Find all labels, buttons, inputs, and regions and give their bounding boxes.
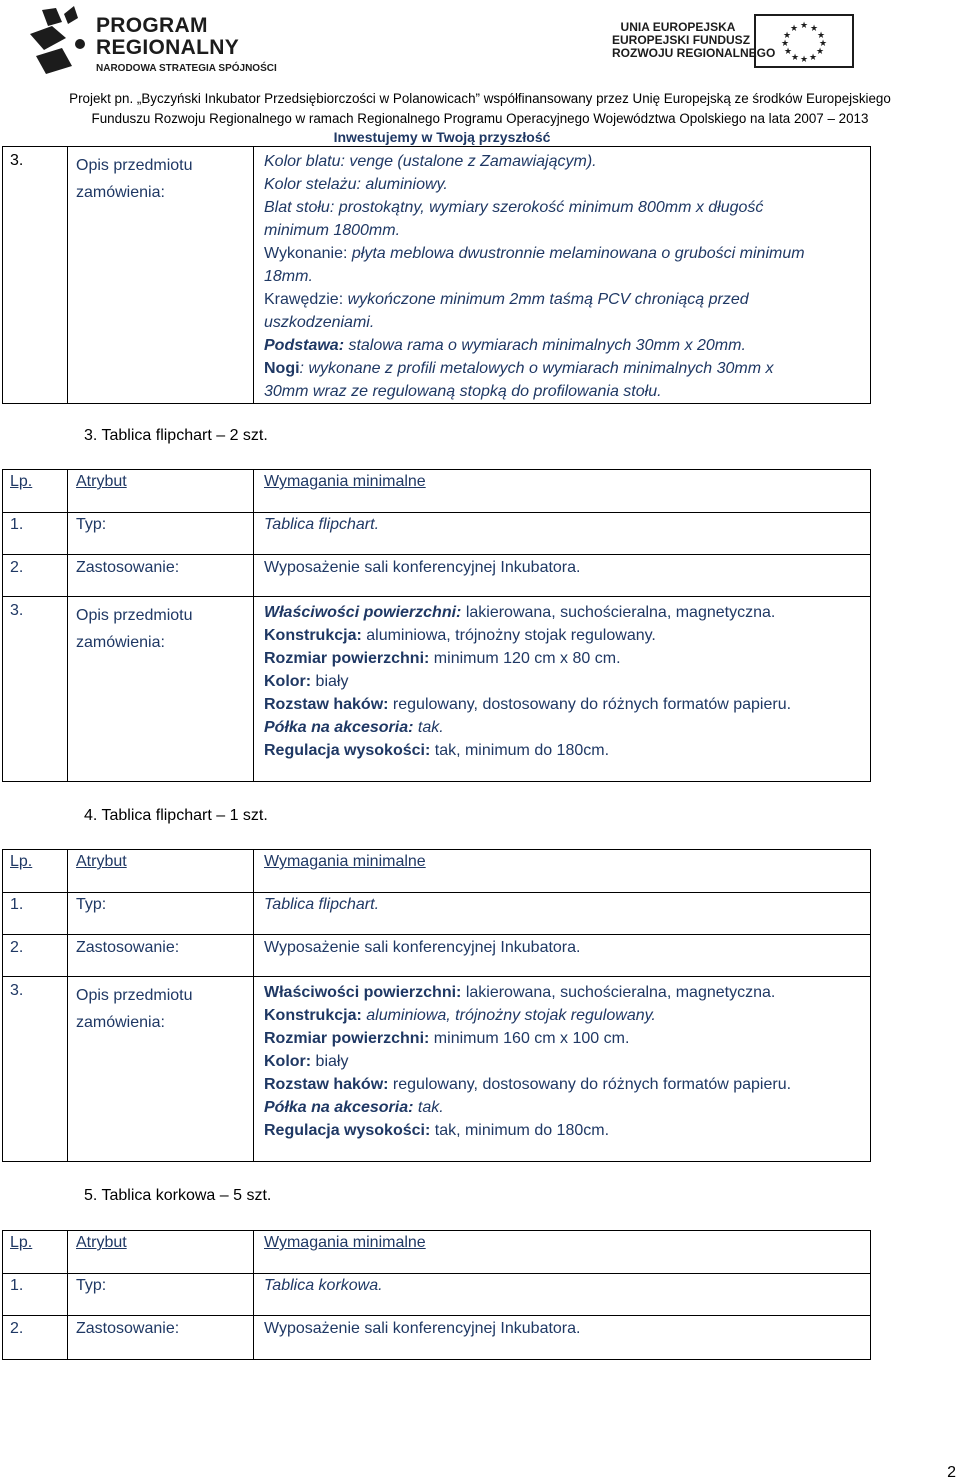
desc-text: prostokątny, wymiary szerokość minimum 800mm x długość <box>334 199 764 216</box>
table-row <box>3 1274 871 1316</box>
desc-text: venge (ustalone z Zamawiającym). <box>344 153 597 170</box>
desc-text: 18mm. <box>264 268 313 285</box>
desc-text: płyta meblowa dwustronnie melaminowana o grubości minimum <box>347 245 805 262</box>
row-number: 1. <box>10 516 24 533</box>
attr-label-2: zamówienia: <box>76 184 165 201</box>
desc-text: biały <box>311 673 349 690</box>
row-number: 3. <box>10 152 24 169</box>
section-title-korkowa: 5. Tablica korkowa – 5 szt. <box>84 1187 272 1204</box>
desc-label: Nogi <box>264 360 300 377</box>
table-header-row <box>3 1231 871 1274</box>
row-number: 3. <box>10 982 24 999</box>
table-row <box>3 935 871 977</box>
desc-text: lakierowana, suchościeralna, magnetyczna. <box>461 604 776 621</box>
row-value: Wyposażenie sali konferencyjnej Inkubatora. <box>264 939 581 956</box>
attr-label-1: Opis przedmiotu <box>76 607 193 624</box>
attr-label-1: Opis przedmiotu <box>76 157 193 174</box>
slogan: Inwestujemy w Twoją przyszłość <box>333 129 551 145</box>
eu-flag-icon <box>754 14 854 68</box>
desc-label: Podstawa: <box>264 337 345 354</box>
logo-program-text: PROGRAM <box>96 14 208 37</box>
header-wymagania: Wymagania minimalne <box>264 853 426 870</box>
svg-text:★: ★ <box>782 31 792 41</box>
table-header-row <box>3 470 871 513</box>
svg-text:★: ★ <box>808 53 818 63</box>
row-value: Tablica flipchart. <box>264 896 380 913</box>
section-title-flipchart-2: 3. Tablica flipchart – 2 szt. <box>84 427 268 444</box>
eu-line-3: ROZWOJU REGIONALNEGO <box>612 46 776 60</box>
desc-text: lakierowana, suchościeralna, magnetyczna. <box>461 984 776 1001</box>
program-logo-emblem <box>22 4 102 80</box>
attr-label-1: Opis przedmiotu <box>76 987 193 1004</box>
eu-line-2: EUROPEJSKI FUNDUSZ <box>612 33 751 47</box>
eu-fund-label <box>612 20 776 60</box>
eu-line-1: UNIA EUROPEJSKA <box>620 20 736 34</box>
desc-label: Blat stołu: <box>264 199 335 216</box>
row-attr: Typ: <box>76 1277 107 1294</box>
svg-text:★: ★ <box>780 39 790 49</box>
desc-text: regulowany, dostosowany do różnych formatów papieru. <box>388 696 792 713</box>
row-number: 3. <box>10 602 24 619</box>
desk-description <box>254 147 871 404</box>
table-row <box>3 597 871 782</box>
row-attr: Typ: <box>76 516 107 533</box>
row-attr: Zastosowanie: <box>76 1320 180 1337</box>
header-atrybut: Atrybut <box>76 1234 127 1251</box>
table-korkowa <box>2 1230 871 1360</box>
header-lp: Lp. <box>10 473 33 490</box>
section-title-flipchart-1: 4. Tablica flipchart – 1 szt. <box>84 807 268 824</box>
row-number: 2. <box>10 559 24 576</box>
table-row <box>3 513 871 555</box>
svg-text:★: ★ <box>799 55 809 65</box>
project-info-line-2: Funduszu Rozwoju Regionalnego w ramach Regionalnego Programu Operacyjnego Województwa Opolskiego na lata 2007 – 2013 <box>91 111 869 126</box>
row-value: Tablica korkowa. <box>264 1277 383 1294</box>
desc-label: Rozmiar powierzchni: <box>264 1030 430 1047</box>
svg-text:★: ★ <box>783 47 793 57</box>
logo-strategy-text: NARODOWA STRATEGIA SPÓJNOŚCI <box>96 63 277 74</box>
row-attr: Zastosowanie: <box>76 939 180 956</box>
svg-text:★: ★ <box>816 31 826 41</box>
desc-label: Krawędzie: <box>264 291 344 308</box>
desc-text: tak. <box>413 1099 444 1116</box>
desc-text: biały <box>311 1053 349 1070</box>
row-value: Tablica flipchart. <box>264 516 380 533</box>
row-value: Wyposażenie sali konferencyjnej Inkubatora. <box>264 1320 581 1337</box>
desc-label: Konstrukcja: <box>264 1007 362 1024</box>
desc-text: stalowa rama o wymiarach minimalnych 30mm x 20mm. <box>344 337 746 354</box>
desc-text: tak, minimum do 180cm. <box>430 1122 610 1139</box>
svg-text:★: ★ <box>815 47 825 57</box>
row-number: 2. <box>10 939 24 956</box>
desc-text: regulowany, dostosowany do różnych formatów papieru. <box>388 1076 792 1093</box>
desc-text: minimum 160 cm x 100 cm. <box>429 1030 630 1047</box>
attr-label-2: zamówienia: <box>76 1014 165 1031</box>
desc-text: aluminiowy. <box>360 176 448 193</box>
flipchart-description <box>254 977 871 1162</box>
row-number: 1. <box>10 896 24 913</box>
desc-text: minimum 120 cm x 80 cm. <box>429 650 621 667</box>
flipchart-description <box>254 597 871 782</box>
desc-label: Właściwości powierzchni: <box>264 604 462 621</box>
desc-text: aluminiowa, trójnożny stojak regulowany. <box>361 1007 656 1024</box>
desc-label: Kolor stelażu: <box>264 176 361 193</box>
header-wymagania: Wymagania minimalne <box>264 473 426 490</box>
desc-label: Rozstaw haków: <box>264 1076 389 1093</box>
table-row <box>3 147 871 404</box>
header-wymagania: Wymagania minimalne <box>264 1234 426 1251</box>
table-row <box>3 977 871 1162</box>
header-lp: Lp. <box>10 853 33 870</box>
row-number: 2. <box>10 1320 24 1337</box>
table-row <box>3 893 871 935</box>
desc-label: Rozstaw haków: <box>264 696 389 713</box>
desc-label: Półka na akcesoria: <box>264 719 414 736</box>
desc-label: Kolor: <box>264 1053 312 1070</box>
header-atrybut: Atrybut <box>76 473 127 490</box>
table-flipchart-2 <box>2 469 871 782</box>
desc-text: tak, minimum do 180cm. <box>430 742 610 759</box>
project-info-line-1: Projekt pn. „Byczyński Inkubator Przedsiębiorczości w Polanowicach” współfinansowany przez Unię Europejską ze środków Europejskiego <box>69 91 891 106</box>
table-header-row <box>3 850 871 893</box>
desc-label: Konstrukcja: <box>264 627 362 644</box>
desc-text: 30mm wraz ze regulowaną stopką do profilowania stołu. <box>264 383 662 400</box>
desc-label: Regulacja wysokości: <box>264 1122 431 1139</box>
svg-text:★: ★ <box>789 24 799 34</box>
svg-text:★: ★ <box>809 24 819 34</box>
attr-label-2: zamówienia: <box>76 634 165 651</box>
table-row <box>3 555 871 597</box>
desc-text: aluminiowa, trójnożny stojak regulowany. <box>361 627 656 644</box>
desc-label: Właściwości powierzchni: <box>264 984 462 1001</box>
table-desk-continued <box>2 146 871 404</box>
svg-text:★: ★ <box>818 39 828 49</box>
table-flipchart-1 <box>2 849 871 1162</box>
desc-text: wykończone minimum 2mm taśmą PCV chroniącą przed <box>343 291 749 308</box>
desc-text: tak. <box>413 719 444 736</box>
header-atrybut: Atrybut <box>76 853 127 870</box>
desc-text: minimum 1800mm. <box>264 222 401 239</box>
svg-text:★: ★ <box>799 21 809 31</box>
desc-label: Kolor: <box>264 673 312 690</box>
row-value: Wyposażenie sali konferencyjnej Inkubatora. <box>264 559 581 576</box>
desc-text: : wykonane z profili metalowych o wymiarach minimalnych 30mm x <box>299 360 774 377</box>
table-row <box>3 1316 871 1360</box>
desc-label: Regulacja wysokości: <box>264 742 431 759</box>
page-number: 2 <box>947 1464 956 1481</box>
desc-label: Kolor blatu: <box>264 153 345 170</box>
desc-label: Wykonanie: <box>264 245 348 262</box>
header-lp: Lp. <box>10 1234 33 1251</box>
row-attr: Typ: <box>76 896 107 913</box>
desc-label: Rozmiar powierzchni: <box>264 650 430 667</box>
svg-text:★: ★ <box>790 53 800 63</box>
desc-text: uszkodzeniami. <box>264 314 375 331</box>
row-number: 1. <box>10 1277 24 1294</box>
desc-label: Półka na akcesoria: <box>264 1099 414 1116</box>
row-attr: Zastosowanie: <box>76 559 180 576</box>
logo-regionalny-text: REGIONALNY <box>96 36 240 59</box>
